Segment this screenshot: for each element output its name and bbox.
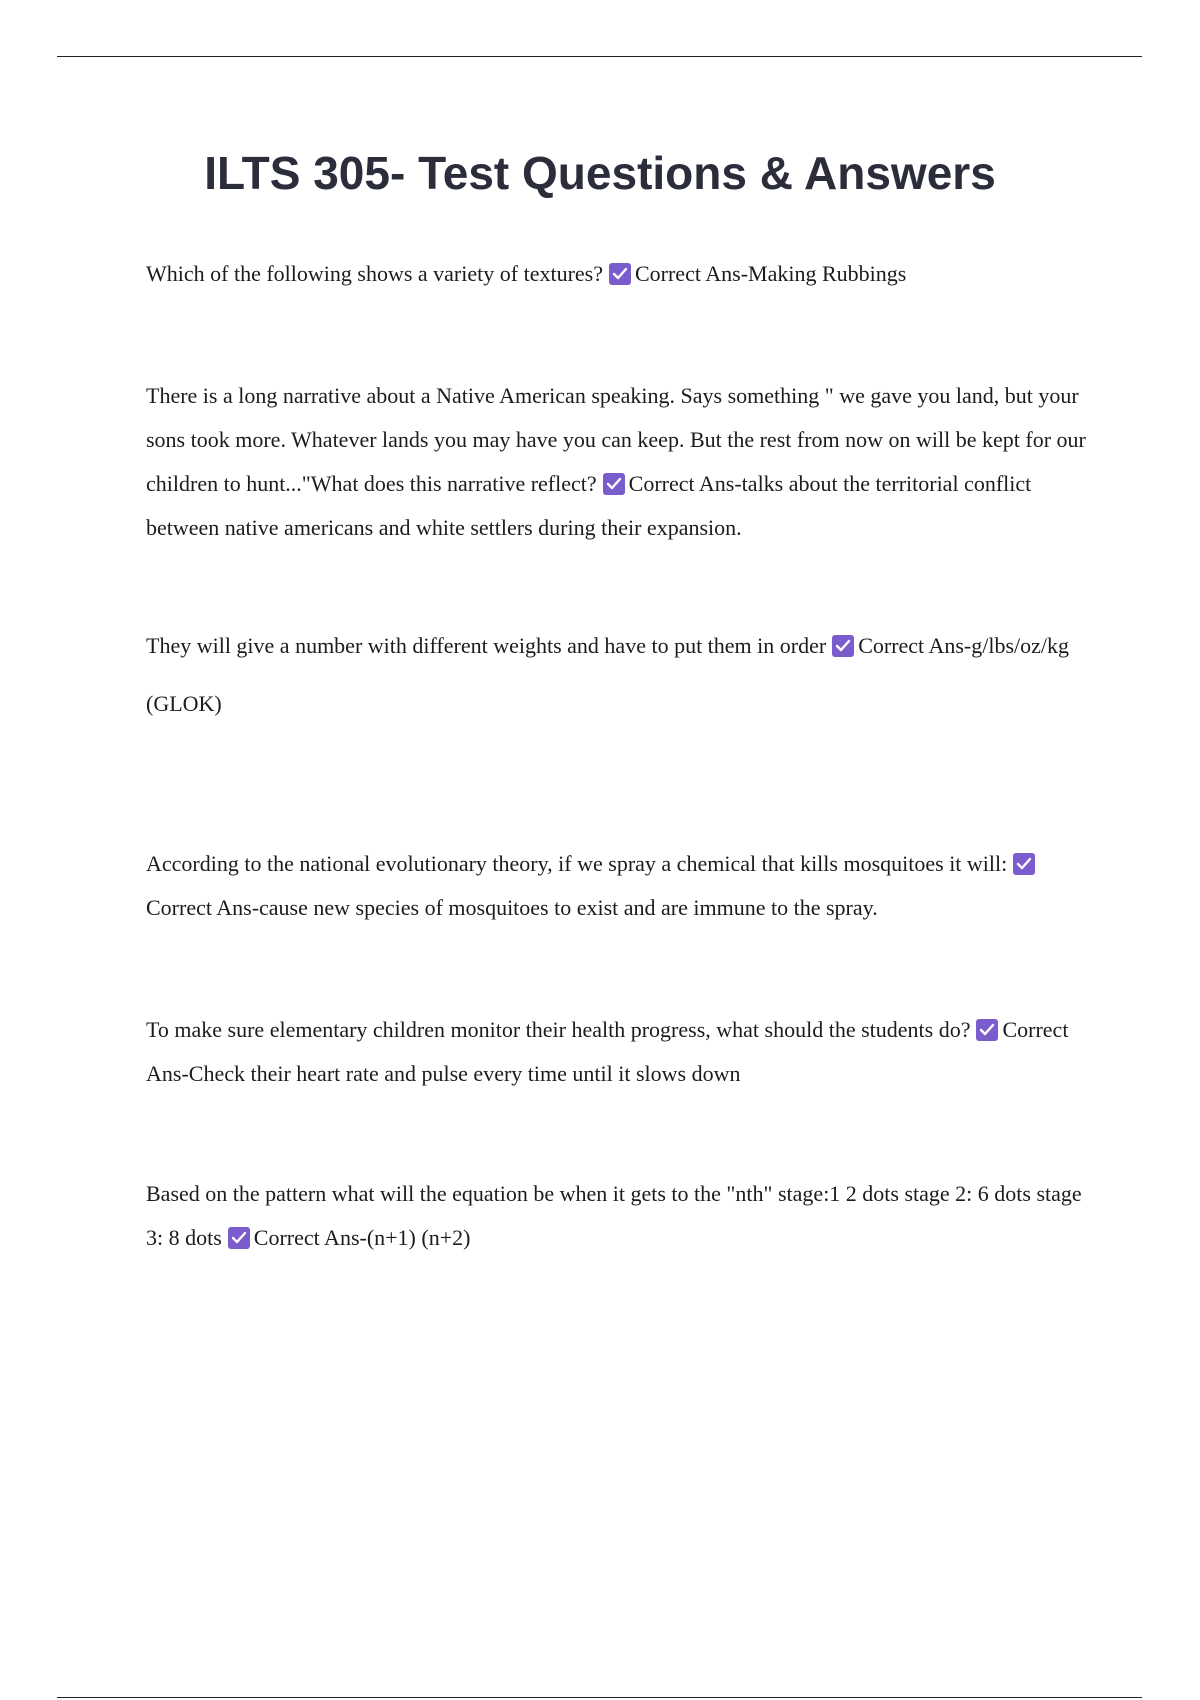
answer-text: Correct Ans-Making Rubbings <box>634 261 907 286</box>
qa-item-3 <box>146 624 1091 726</box>
answer-note: (GLOK) <box>146 691 222 716</box>
checkbox-checked-icon <box>603 473 625 495</box>
question-text: They will give a number with different weights and have to put them in order <box>146 633 827 658</box>
answer-text: Correct Ans-(n+1) (n+2) <box>253 1225 471 1250</box>
qa-paragraph <box>146 1172 1091 1260</box>
question-text: Which of the following shows a variety of textures? <box>146 261 603 286</box>
qa-item-6 <box>146 1172 1091 1260</box>
answer-text: Correct Ans-Check their heart rate and pulse every time until it slows down <box>146 1017 1069 1086</box>
question-text: To make sure elementary children monitor their health progress, what should the students do? <box>146 1017 971 1042</box>
qa-paragraph <box>146 624 1091 668</box>
qa-paragraph <box>146 374 1091 550</box>
document-title: ILTS 305- Test Questions & Answers <box>204 147 996 199</box>
qa-paragraph <box>146 1008 1091 1096</box>
qa-paragraph <box>146 252 1091 296</box>
qa-paragraph <box>146 842 1091 930</box>
checkbox-checked-icon <box>976 1019 998 1041</box>
checkbox-checked-icon <box>1013 853 1035 875</box>
checkbox-checked-icon <box>609 263 631 285</box>
checkbox-checked-icon <box>832 635 854 657</box>
footer-rule <box>57 1697 1142 1698</box>
qa-item-5 <box>146 1008 1091 1096</box>
answer-text: Correct Ans-g/lbs/oz/kg <box>858 633 1070 658</box>
qa-item-4 <box>146 842 1091 930</box>
question-text: Based on the pattern what will the equation be when it gets to the "nth" stage:1 2 dots stage 2: 6 dots stage 3: 8 dots <box>146 1181 1082 1250</box>
qa-item-1 <box>146 252 1091 296</box>
question-text: According to the national evolutionary theory, if we spray a chemical that kills mosquitoes it will: <box>146 851 1008 876</box>
answer-text: Correct Ans-talks about the territorial conflict between native americans and white settlers during their expansion. <box>146 471 1032 540</box>
answer-text: Correct Ans-cause new species of mosquitoes to exist and are immune to the spray. <box>146 895 878 920</box>
checkbox-checked-icon <box>228 1227 250 1249</box>
qa-item-2 <box>146 374 1091 550</box>
question-text: There is a long narrative about a Native American speaking. Says something " we gave you land, but your sons took more. Whatever lands you may have you can keep. But the rest from now on will be kept for our children to hunt..."What does this narrative reflect? <box>146 383 1086 496</box>
header-rule <box>57 56 1142 57</box>
